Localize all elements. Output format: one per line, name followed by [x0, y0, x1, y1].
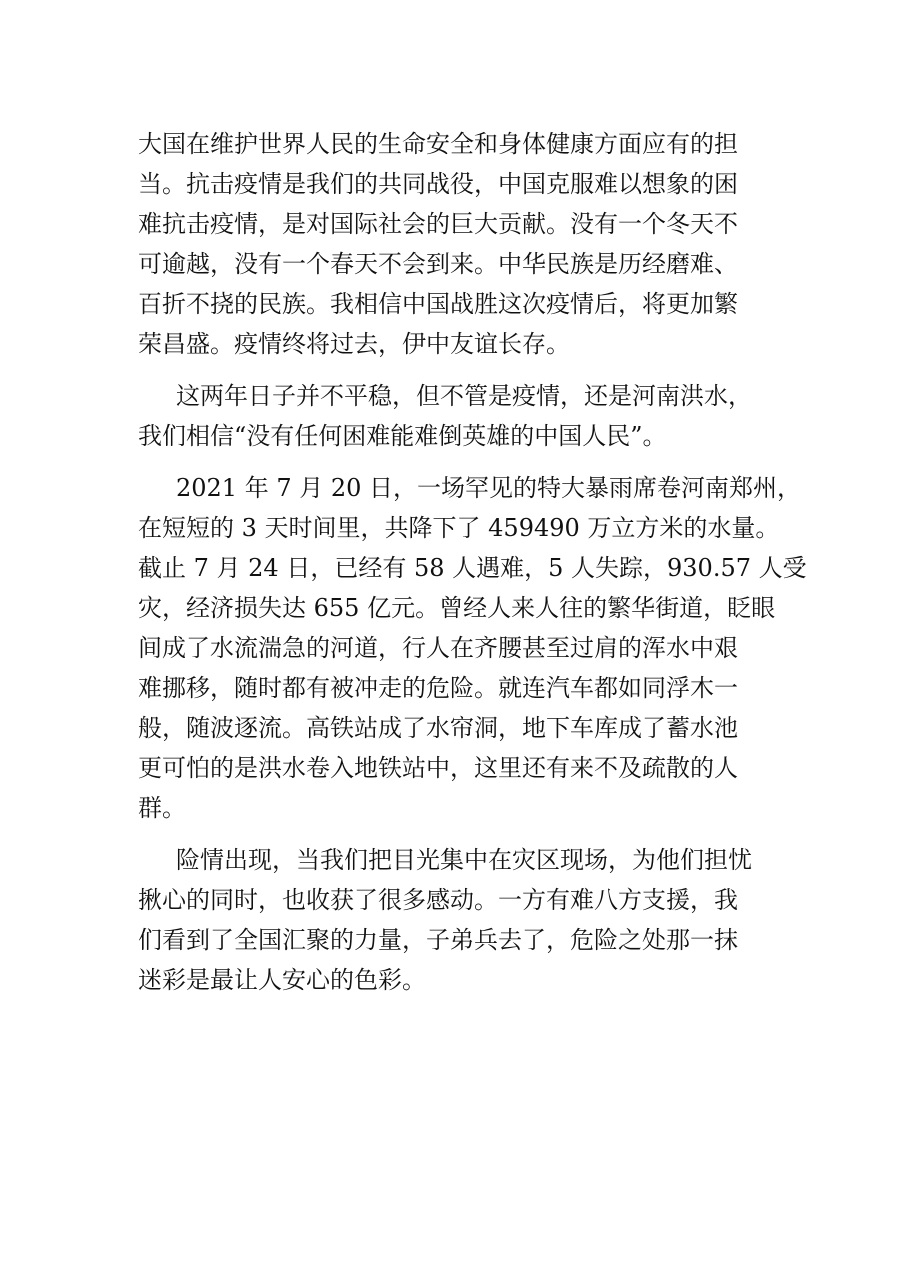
text-line: 我们相信“没有任何困难能难倒英雄的中国人民”。 — [138, 422, 667, 450]
paragraph-gap — [138, 364, 778, 376]
paragraph-1 — [138, 124, 778, 364]
text-line: 群。 — [138, 794, 186, 822]
paragraph-gap — [138, 828, 778, 840]
paragraph-3 — [138, 468, 807, 828]
text-line: 般，随波逐流。高铁站成了水帘洞，地下车库成了蓄水池 — [138, 714, 738, 742]
text-line: 灾，经济损失达 655 亿元。曾经人来人往的繁华街道，眨眼 — [138, 594, 776, 622]
text-line: 在短短的 3 天时间里，共降下了 459490 万立方米的水量。 — [138, 514, 780, 542]
paragraph-2 — [138, 376, 778, 456]
text-line: 当。抗击疫情是我们的共同战役，中国克服难以想象的困 — [138, 170, 738, 198]
text-line: 荣昌盛。疫情终将过去，伊中友谊长存。 — [138, 330, 570, 358]
text-line: 截止 7 月 24 日，已经有 58 人遇难，5 人失踪，930.57 人受 — [138, 554, 807, 582]
text-line: 们看到了全国汇聚的力量，子弟兵去了，危险之处那一抹 — [138, 926, 738, 954]
text-line: 难抗击疫情，是对国际社会的巨大贡献。没有一个冬天不 — [138, 210, 738, 238]
text-line: 这两年日子并不平稳，但不管是疫情，还是河南洪水， — [176, 382, 752, 410]
paragraph-gap — [138, 456, 778, 468]
text-line: 可逾越，没有一个春天不会到来。中华民族是历经磨难、 — [138, 250, 738, 278]
text-line: 2021 年 7 月 20 日，一场罕见的特大暴雨席卷河南郑州， — [176, 474, 802, 502]
text-line: 难挪移，随时都有被冲走的危险。就连汽车都如同浮木一 — [138, 674, 738, 702]
text-line: 大国在维护世界人民的生命安全和身体健康方面应有的担 — [138, 130, 738, 158]
text-line: 百折不挠的民族。我相信中国战胜这次疫情后，将更加繁 — [138, 290, 738, 318]
document-body — [138, 124, 807, 1000]
text-line: 间成了水流湍急的河道，行人在齐腰甚至过肩的浑水中艰 — [138, 634, 738, 662]
text-line: 迷彩是最让人安心的色彩。 — [138, 966, 426, 994]
text-line: 揪心的同时，也收获了很多感动。一方有难八方支援，我 — [138, 886, 738, 914]
text-line: 险情出现，当我们把目光集中在灾区现场，为他们担忧 — [176, 846, 752, 874]
paragraph-4 — [138, 840, 778, 1000]
text-line: 更可怕的是洪水卷入地铁站中，这里还有来不及疏散的人 — [138, 754, 738, 782]
